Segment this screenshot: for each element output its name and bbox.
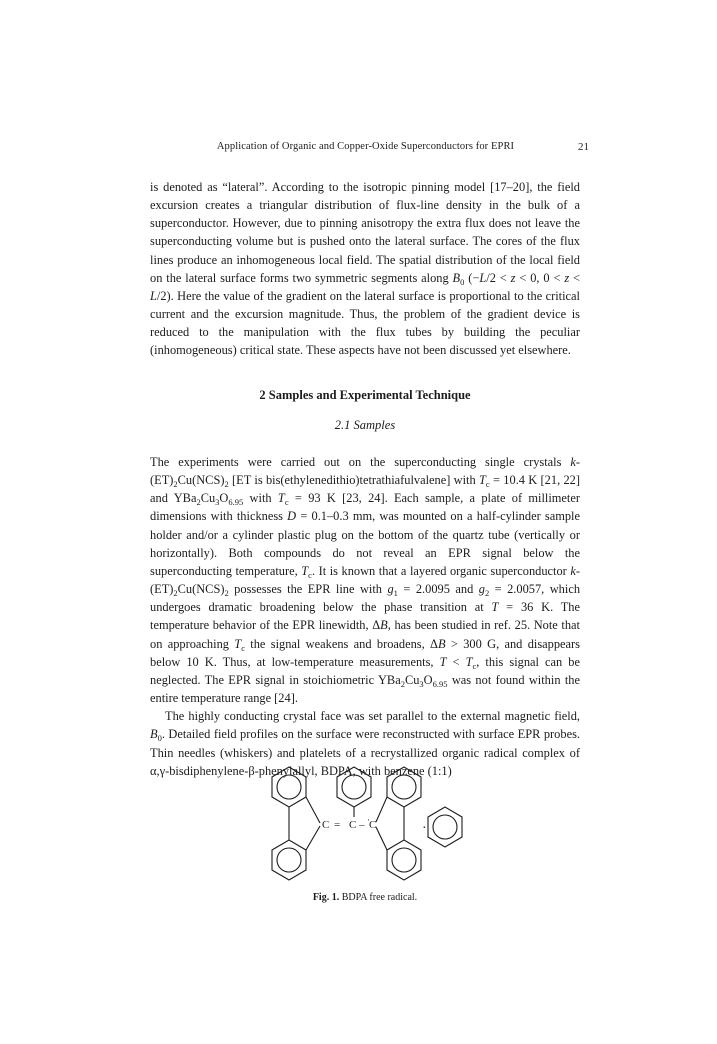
subsection-heading: 2.1 Samples xyxy=(334,418,396,432)
radical-dot-2: · xyxy=(422,821,427,836)
running-head: Application of Organic and Copper-Oxide Superconductors for EPRI xyxy=(216,141,515,152)
carbon-label-1: C xyxy=(322,819,330,831)
double-bond-label: = xyxy=(334,819,341,831)
bdpa-structure-diagram xyxy=(252,762,472,892)
figure-label: Fig. 1. xyxy=(312,892,340,903)
carbon-label-3: C xyxy=(369,819,377,831)
section-heading: 2 Samples and Experimental Technique xyxy=(259,388,471,402)
page-number: 21 xyxy=(578,141,589,153)
carbon-label-2: C xyxy=(349,819,357,831)
figure-caption-text: BDPA free radical. xyxy=(341,892,418,903)
body-paragraph-1: is denoted as “lateral”. According to the isotropic pinning model [17–20], the field excursion creates a triangular distribution of flux-line density in the bulk of a superconductor. However, due to pinning anisotropy the extra flux does not leave the superconducting volume but is pushed onto the lateral surface. The cores of the flux lines produce an inhomogeneous local field. The spatial distribution of the local field on the lateral surface forms two symmetric segments along $B_0$ (−L/2 < z < 0, 0 < z < L/2). Here the value of the gradient on the lateral surface is proportional to the critical current and the excursion magnitude. Thus, the problem of the gradient device is reduced to the manipulation with the flux tubes by building the peculiar (inhomogeneous) critical state. These aspects have not been discussed yet elsewhere. xyxy=(150,180,581,358)
radical-dot-1: · xyxy=(367,815,370,825)
body-section-text xyxy=(150,453,580,780)
single-bond-label: – xyxy=(359,819,365,831)
body-paragraph-3: The highly conducting crystal face was set parallel to the external magnetic field, $B_0$. Detailed field profiles on the surface were reconstructed with surface EPR probes. Thin needles (whiskers) and platelets of a recrystallized organic radical complex of α,γ-bisdiphenylene-β-phenylallyl, BDPA, with benzene (1:1) xyxy=(150,709,580,778)
figure-caption xyxy=(150,892,580,903)
body-paragraph-2: The experiments were carried out on the superconducting single crystals $k-(ET)_2Cu(NCS)_2$ [ET is bis(ethylenedithio)tetrathiafulvalene] with $T_c = 10.4$ K [21, 22] and $YBa_2Cu_3O_{6.95}$ with $T_c = 93$ K [23, 24]. Each sample, a plate of millimeter dimensions with thickness D = 0.1–0.3 mm, was mounted on a half-cylinder sample holder and/or a cylinder plastic plug on the bottom of the quartz tube (vertically or horizontally). Both compounds do not reveal an EPR signal below the superconducting temperature, $T_c$. It is known that a layered organic superconductor $k-(ET)_2Cu(NCS)_2$ possesses the EPR line with $g_1 = 2.0095$ and $g_2 = 2.0057$, which undergoes dramatic broadening below the phase transition at T = 36 K. The temperature behavior of the EPR linewidth, ΔB, has been studied in ref. 25. Note that on approaching $T_c$ the signal weakens and broadens, ΔB > 300 G, and disappears below 10 K. Thus, at low-temperature measurements, $T < T_c$, this signal can be neglected. The EPR signal in stoichiometric $YBa_2Cu_3O_{6.95}$ was not found within the entire temperature range [24]. xyxy=(150,455,581,706)
bdpa-structure-figure xyxy=(252,762,472,892)
